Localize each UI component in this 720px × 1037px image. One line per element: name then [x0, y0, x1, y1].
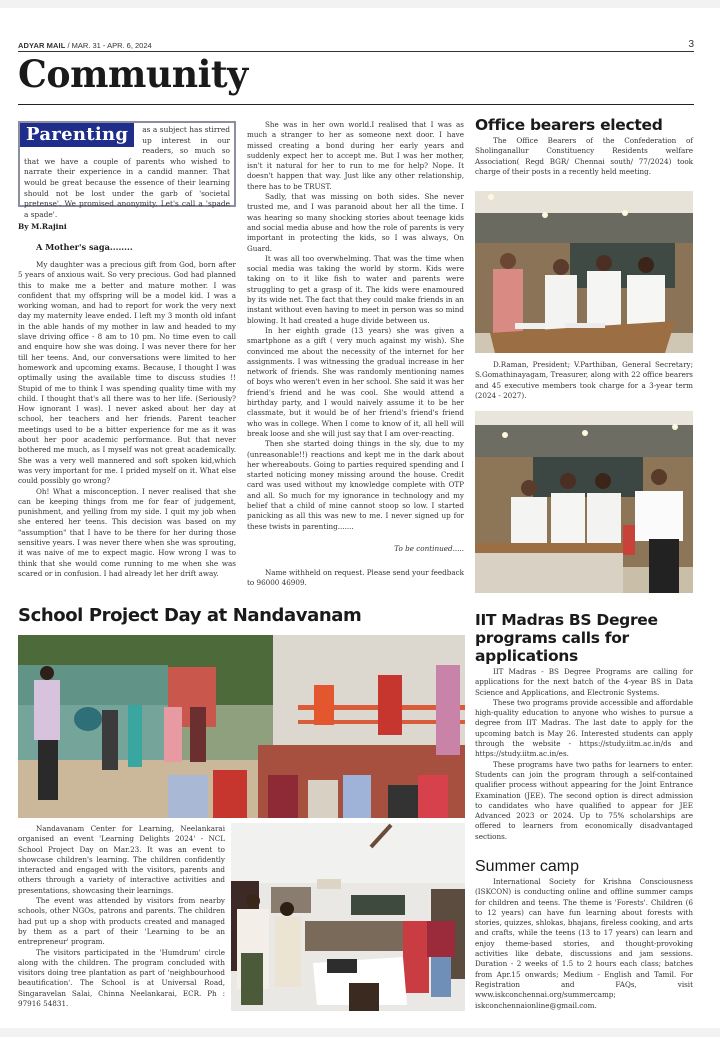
school-event-photo-indoor — [231, 823, 465, 1011]
parenting-intro-box — [18, 121, 236, 219]
school-project-article — [18, 824, 225, 1009]
summer-camp-article — [475, 877, 693, 1011]
iit-madras-article — [475, 667, 693, 842]
byline: By M.Rajini — [18, 222, 67, 231]
paragraph: Sadly, that was missing on both sides. She never trusted me, and I was paranoid about her all the time. I was hearing so many shocking stories about teenage kids and social media abuse and how the role of parents is very important in protecting the kids, so I was always, On Guard. — [247, 192, 464, 253]
paragraph: She was in her own world.I realised that I was as much a stranger to her as someone next door. I have missed creating a bond during her early years and suddenly expect her to accept me. But I was her mother, isn't it natural for her to run to me for help? Nope. It doesn't happen that way. Just like any other relationship, there has to be TRUST. — [247, 120, 464, 191]
school-event-photo-outdoor — [18, 635, 465, 818]
to-be-continued: To be continued..... — [394, 543, 464, 553]
paragraph: These two programs provide accessible and affordable high-quality education to anyone who wishes to pursue a degree from IIT Madras. The last date to apply for the upcoming batch is May 26. Interested students can apply through the website - https://study.iitm.ac.in/ds and https://study.iitm.ac.in/es. — [475, 697, 693, 759]
paragraph: IIT Madras - BS Degree Programs are calling for applications for the next batch of the 4-year BS in Data Science and Applications, and Electronic Systems. — [475, 667, 693, 697]
section-divider — [18, 104, 694, 105]
paragraph: It was all too overwhelming. That was the time when social media was taking the world by storm. Kids were taking on to it like fish to water and parents were struggling to get a grasp of it. The kids were enamoured by its wide net. The fact that they could make friends in an instant without even having to meet in person was so mind blowing. It had created a huge divide between us. — [247, 253, 464, 325]
masthead — [18, 41, 694, 52]
paragraph: Oh! What a misconception. I never realised that she can be keeping things from me for fear of judgement, punishment, and yelling from my side. I quit my job when she entered her teens. This decision was based on my "assumption" that I have to be there for her during those sensitive years. I was never there when she was sprouting, it was naive of me to expect magic. How wrong I was to think that she would come running to me when she was scared or in confusion. I had already let her drift away. — [18, 486, 236, 578]
paragraph: Then she started doing things in the sly, due to my (unreasonable!!) reactions and kept me in the dark about her whereabouts. Going to parties required spending and I started noticing money missing around the house. Credit card was used without my knowledge complete with OTP and all. So much for my ignorance in technology and my belief that a child of mine cannot stoop so low. I started panicking as all this was new to me. I never signed up for these twists in parenting....... — [247, 439, 464, 531]
parenting-column-2 — [247, 120, 464, 589]
meeting-photo-image — [475, 191, 693, 353]
office-bearers-photo-2 — [475, 411, 693, 593]
indoor-group-image — [231, 823, 465, 1011]
paragraph: The Office Bearers of the Confederation of Sholinganallur Constituency Residents welfare Association( Regd BGR/ Chennai south/ 77/2024) took charge of their posts in a recently held meeting. — [475, 136, 693, 176]
office-bearers-caption — [475, 360, 693, 401]
outdoor-event-image — [18, 635, 465, 818]
paragraph: These programs have two paths for learners to enter. Students can join the program through a self-contained qualifier process without appearing for the Joint Entrance Examination (JEE). The second option is direct admission to candidates who have qualified to appear for JEE Advanced 2023 or 2024. Up to 75% scholarships are offered to learners from economically disadvantaged sections. — [475, 759, 693, 841]
office-bearers-lead — [475, 136, 693, 177]
feedback-note: Name withheld on request. Please send your feedback to 96000 46909. — [247, 568, 464, 588]
issue-dates: / MAR. 31 - APR. 6, 2024 — [65, 41, 152, 50]
office-bearers-photo-1 — [475, 191, 693, 353]
paragraph: My daughter was a precious gift from God, born after 5 years of anxious wait. So very precious. God had planned this to make me a better and mature mother. I was confident that my offspring will be a model kid. I was a working woman, and had to report for work the very next day my maternity leave ended. I left my 3 month old infant in the able hands of my mother in law and headed to my slave driving office - 8 am to 10 pm. No time even to call and enquire how she was doing. I was never there for her till her teens. And, our conversations were limited to her homework and upcoming exams. Because, I thought I was optimally using the available time to discuss studies !! Stupid of me to think I was spending quality time with my child. I thought that's all there was to her life. (Seriously? How ignorant I was). I never asked about her day at school, her teachers and her friends. Parent teacher meetings used to be a bitter experience for me as it was about her poor academic performance. But that never bothered me much, as I myself was not great academically. She was a very well mannered and soft spoken kid,which was very important for me. I prided myself on it. What else could possibly go wrong? — [18, 260, 236, 486]
summer-camp-headline: Summer camp — [475, 858, 580, 875]
paragraph: The event was attended by visitors from nearby schools, other NGOs, patrons and parents. The children had put up a shop with products created and managed by them as a part of their 'Learning to be an entrepreneur' program. — [18, 896, 225, 947]
page-number: 3 — [688, 39, 694, 50]
office-bearers-headline: Office bearers elected — [475, 116, 663, 134]
paragraph: Nandavanam Center for Learning, Neelankarai organised an event 'Learning Delights 2024' - NCL School Project Day on Mar.23. It was an event to showcase children's learning. The children confidently interacted and engaged with the visitors, parents and others through a variety of interactive activities and presentations, showcasing their learnings. — [18, 824, 225, 895]
parenting-intro: as a subject has stirred up interest in our readers, so much so that we have a couple of parents who wished to narrate their experience in a candid manner. That would be great because the essence of their learning should not be lost under the garb of 'societal pretense'. We promised anonymity. Let's call a 'spade a spade'. — [24, 125, 230, 219]
paragraph: International Society for Krishna Consciousness (ISKCON) is conducting online and offline summer camps for children and teens. The theme is 'Forests'. Children (6 to 12 years) can have fun learning about forests with stories, quizzes, shlokas, bhajans, fireless cooking, and arts and crafts, while the teens (13 to 17 years) can learn and enjoy theme-based stories, and thought-provoking activities like debate, discussions and jam sessions. Duration - 2 weeks of 1.5 to 2 hours each class; batches from Apr.15 onwards; Medium - English and Tamil. For Registration and FAQs, visit www.iskconchennai.org/summercamp; iskconchennaionline@gmail.com. — [475, 877, 693, 1010]
parenting-tag: Parenting — [20, 123, 134, 147]
publication-name: ADYAR MAIL — [18, 41, 66, 50]
parenting-column-1 — [18, 260, 236, 579]
paragraph: In her eighth grade (13 years) she was given a smartphone as a gift ( very much against my wish). She convinced me about the necessity of the internet for her assignments. I was witnessing the gradual increase in her network of friends. She was randomly mentioning names of boys who weren't even in her school. She said it was her friend's friend and he was cool. She would attend a birthday party, and I would naively assume it to be her classmate, but it would be of her friend's friend's friend who was in college. When I come to know of it, all hell will break loose and she will just say that I am over-reacting. — [247, 325, 464, 438]
meeting-photo-image — [475, 411, 693, 593]
paragraph: The visitors participated in the 'Humdrum' circle along with the children. The program concluded with visitors doing tree plantation as part of 'neighbourhood beautification'. The School is at Universal Road, Singaravelan Salai, Chinna Neelankarai, ECR. Ph : 97916 54831. — [18, 947, 225, 1009]
article-subhead: A Mother's saga........ — [36, 242, 133, 252]
newspaper-page — [0, 8, 720, 1028]
section-title: Community — [18, 52, 248, 96]
iit-madras-headline: IIT Madras BS Degree programs calls for applications — [475, 611, 658, 665]
photo-caption: D.Raman, President; V.Parthiban, General Secretary; S.Gomathinayagam, Treasurer, along with 22 office bearers and 45 executive members took charge for a 3-year term (2024 - 2027). — [475, 360, 693, 400]
school-project-headline: School Project Day at Nandavanam — [18, 605, 362, 626]
